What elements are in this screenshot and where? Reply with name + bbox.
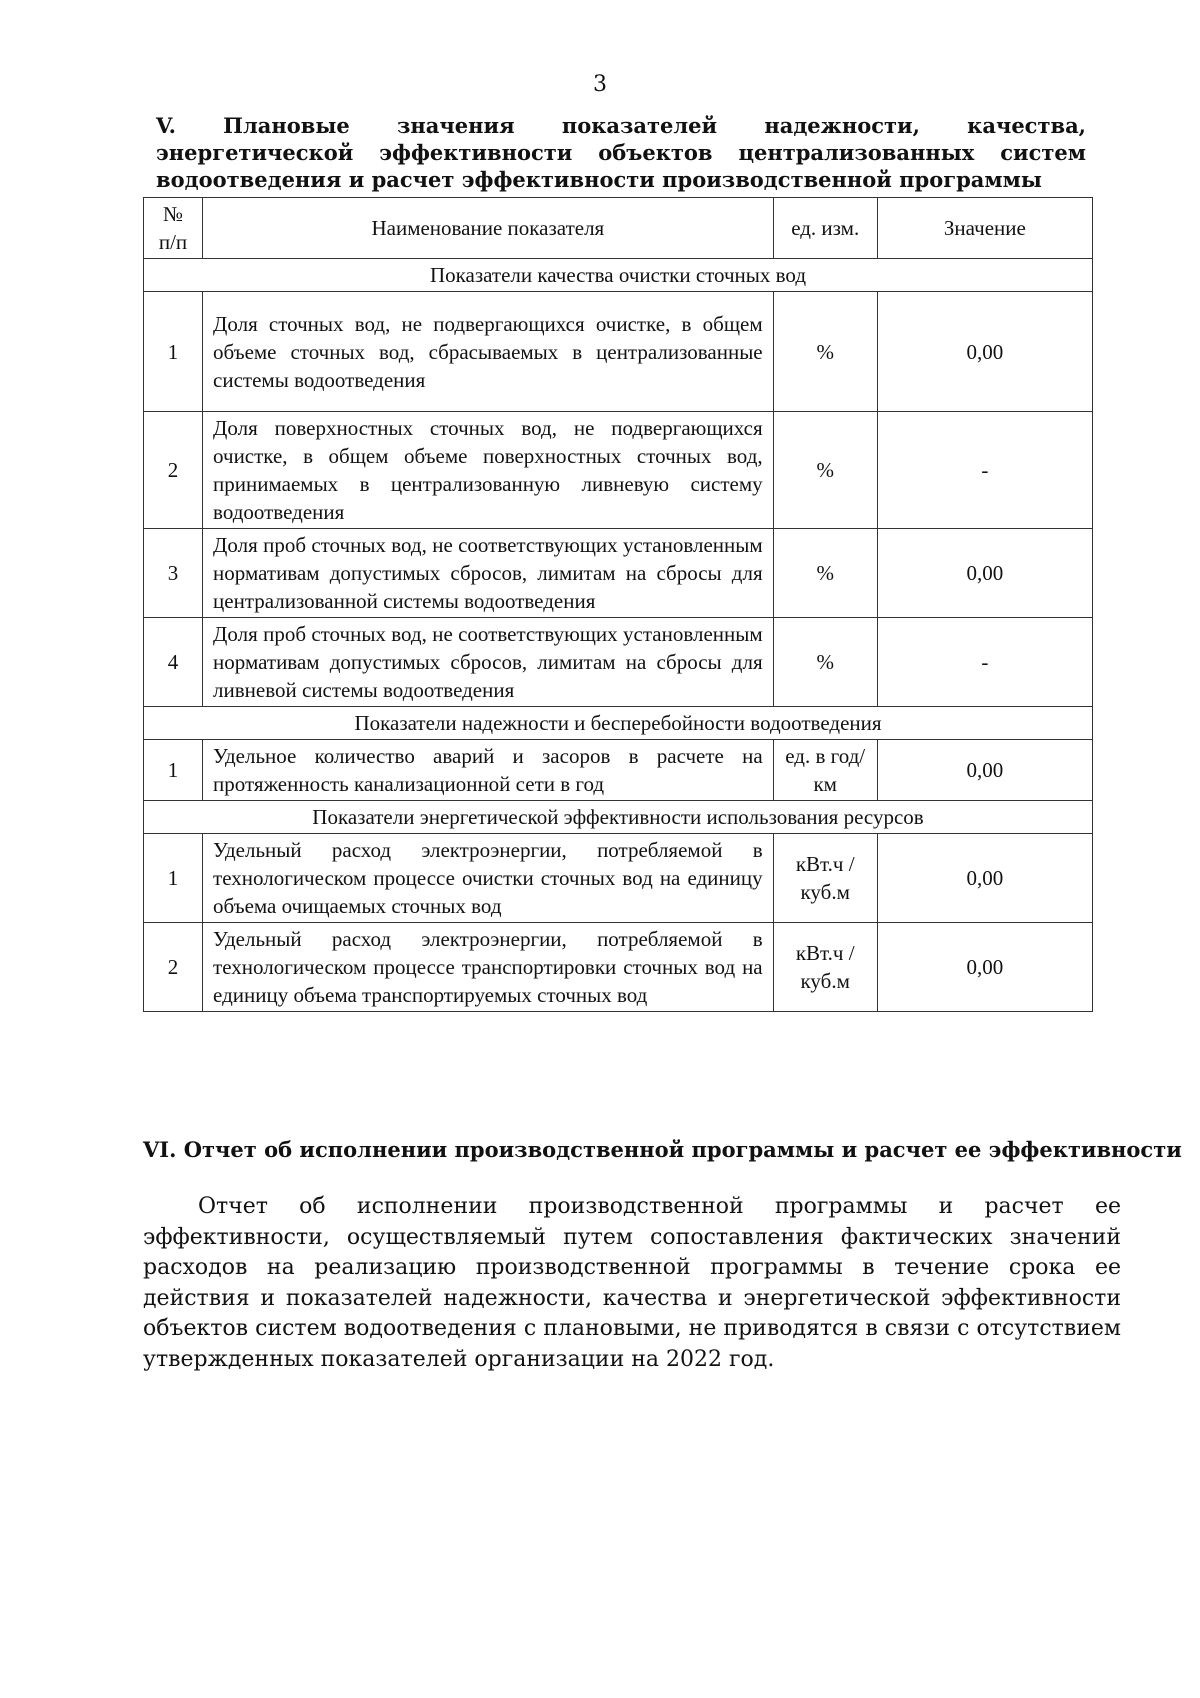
row-unit: % xyxy=(773,292,877,412)
group-title: Показатели энергетической эффективности использования ресурсов xyxy=(144,801,1093,834)
row-num: 2 xyxy=(144,412,203,529)
page-number: 3 xyxy=(593,72,607,97)
row-value: 0,00 xyxy=(877,292,1092,412)
row-value: - xyxy=(877,618,1092,707)
row-name: Удельный расход электроэнергии, потребляемой в технологическом процессе транспортировки сточных вод на единицу объема транспортируемых сточных вод xyxy=(203,923,774,1012)
row-unit: кВт.ч / куб.м xyxy=(773,834,877,923)
row-name: Доля сточных вод, не подвергающихся очистке, в общем объеме сточных вод, сбрасываемых в централизованные системы водоотведения xyxy=(203,292,774,412)
row-num: 2 xyxy=(144,923,203,1012)
group-row-reliability xyxy=(144,707,1093,740)
row-unit: % xyxy=(773,529,877,618)
row-value: 0,00 xyxy=(877,834,1092,923)
header-unit: ед. изм. xyxy=(773,198,877,259)
table-row xyxy=(144,740,1093,801)
row-unit: % xyxy=(773,412,877,529)
report-paragraph: Отчет об исполнении производственной программы и расчет ее эффективности, осуществляемый путем сопоставления фактических значений расходов на реализацию производственной программы в течение срока ее действия и показателей надежности, качества и энергетической эффективности объектов систем водоотведения с плановыми, не приводятся в связи с отсутствием утвержденных показателей организации на 2022 год. xyxy=(143,1194,1121,1372)
row-unit: ед. в год/ км xyxy=(773,740,877,801)
row-num: 4 xyxy=(144,618,203,707)
group-title: Показатели качества очистки сточных вод xyxy=(144,259,1093,292)
row-name: Доля проб сточных вод, не соответствующих установленным нормативам допустимых сбросов, лимитам на сбросы для централизованной системы водоотведения xyxy=(203,529,774,618)
table-row xyxy=(144,923,1093,1012)
row-name: Доля проб сточных вод, не соответствующих установленным нормативам допустимых сбросов, лимитам на сбросы для ливневой системы водоотведения xyxy=(203,618,774,707)
table-row xyxy=(144,834,1093,923)
group-row-quality xyxy=(144,259,1093,292)
row-num: 1 xyxy=(144,292,203,412)
row-value: 0,00 xyxy=(877,529,1092,618)
row-num: 3 xyxy=(144,529,203,618)
header-num: № п/п xyxy=(144,198,203,259)
row-value: - xyxy=(877,412,1092,529)
row-unit: % xyxy=(773,618,877,707)
row-unit: кВт.ч / куб.м xyxy=(773,923,877,1012)
group-row-energy xyxy=(144,801,1093,834)
indicators-table xyxy=(143,197,1093,1012)
header-value: Значение xyxy=(877,198,1092,259)
row-num: 1 xyxy=(144,740,203,801)
table-header-row xyxy=(144,198,1093,259)
section-6-title: VI. Отчет об исполнении производственной программы и расчет ее эффективности xyxy=(143,1137,1182,1162)
header-name: Наименование показателя xyxy=(203,198,774,259)
row-value: 0,00 xyxy=(877,740,1092,801)
table-row xyxy=(144,412,1093,529)
row-num: 1 xyxy=(144,834,203,923)
table-row xyxy=(144,618,1093,707)
row-name: Удельное количество аварий и засоров в расчете на протяженность канализационной сети в год xyxy=(203,740,774,801)
row-name: Удельный расход электроэнергии, потребляемой в технологическом процессе очистки сточных вод на единицу объема очищаемых сточных вод xyxy=(203,834,774,923)
group-title: Показатели надежности и бесперебойности водоотведения xyxy=(144,707,1093,740)
table-row xyxy=(144,529,1093,618)
section-5-title: V. Плановые значения показателей надежности, качества, энергетической эффективности объектов централизованных систем водоотведения и расчет эффективности производственной программы xyxy=(156,113,1086,192)
table-row xyxy=(144,292,1093,412)
row-value: 0,00 xyxy=(877,923,1092,1012)
row-name: Доля поверхностных сточных вод, не подвергающихся очистке, в общем объеме поверхностных сточных вод, принимаемых в централизованную ливневую систему водоотведения xyxy=(203,412,774,529)
